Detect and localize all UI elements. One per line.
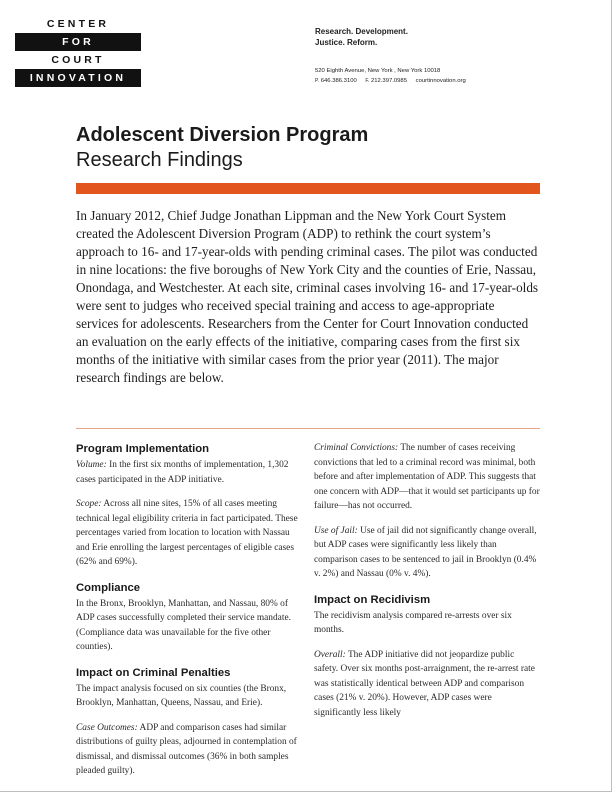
use-of-jail-paragraph (314, 524, 540, 582)
overall-paragraph (314, 648, 540, 721)
section-divider (76, 428, 540, 429)
volume-text: In the first six months of implementation, 1,302 cases participated in the ADP initiative. (76, 460, 289, 485)
case-outcomes-text: ADP and comparison cases had similar distributions of guilty pleas, adjourned in contemplation of dismissal, and dismissal outcomes (36% in both samples pleaded guilty). (76, 722, 297, 776)
heading-criminal-penalties: Impact on Criminal Penalties (76, 666, 231, 679)
criminal-convictions-text: The number of cases receiving convictions that led to a criminal record was minimal, both before and after implementation of ADP. This suggests that one concern with ADP—that it would set participants up for failure—has not occurred. (314, 443, 540, 511)
accent-bar (76, 183, 540, 194)
intro-paragraph: In January 2012, Chief Judge Jonathan Lippman and the New York Court System created the Adolescent Diversion Program (ADP) to rethink the court system’s approach to 16- and 17-year-olds with pending criminal cases. The pilot was conducted in nine locations: the five boroughs of New York City and the counties of Erie, Nassau, Onondaga, and Westchester. At each site, criminal cases involving 16- and 17-year-olds were sent to judges who received special training and access to age-appropriate services for adolescents. Researchers from the Center for Court Innovation conducted an evaluation on the early effects of the initiative, comparing cases from the first six months of the initiative with similar cases from the prior year (2011). The major research findings are below. (76, 208, 539, 385)
overall-text: The ADP initiative did not jeopardize public safety. Over six months post-arraignment, the re-arrest rate was statistically identical between ADP and comparison cases (21% v. 20%). However, ADP cases were significantly less likely (314, 649, 535, 718)
contact-line (315, 77, 466, 86)
document-title (76, 123, 368, 173)
criminal-convictions-label: Criminal Convictions: (314, 443, 399, 453)
case-outcomes-paragraph (76, 721, 302, 779)
logo-line-center: CENTER (15, 15, 141, 33)
criminal-convictions-paragraph (314, 441, 540, 514)
compliance-text: In the Bronx, Brooklyn, Manhattan, and Nassau, 80% of ADP cases successfully completed their service mandate. (Compliance data was unavailable for the five other counties). (76, 598, 291, 652)
fax-label: F. (365, 78, 370, 84)
tagline: Research. Development. Justice. Reform. (315, 27, 408, 47)
phone-label: P. (315, 78, 320, 84)
fax-number: 212.397.0985 (370, 78, 407, 84)
heading-compliance: Compliance (76, 581, 141, 594)
scope-paragraph (76, 497, 302, 570)
letterhead-info (315, 26, 466, 86)
case-outcomes-label: Case Outcomes: (76, 722, 138, 733)
page-subtitle: Research Findings (76, 149, 243, 171)
page-title: Adolescent Diversion Program (76, 124, 369, 146)
volume-label: Volume: (76, 460, 107, 470)
phone-number: 646.386.3100 (320, 78, 357, 84)
logo-line-for: FOR (15, 33, 141, 51)
overall-label: Overall: (314, 649, 346, 660)
criminal-penalties-text: The impact analysis focused on six counties (the Bronx, Brooklyn, Manhattan, Queens, Nassau, and Erie). (76, 683, 287, 708)
use-of-jail-text: Use of jail did not significantly change overall, but ADP cases were significantly less likely than comparison cases to be sentenced to jail in Brooklyn (0.4% v. 2%) and Nassau (0% v. 4%). (314, 525, 537, 579)
heading-recidivism: Impact on Recidivism (314, 593, 431, 606)
website-link[interactable]: courtinnovation.org (415, 78, 466, 84)
scope-label: Scope: (76, 499, 102, 509)
left-column (76, 441, 302, 779)
logo-line-court: COURT (15, 51, 141, 69)
right-column (314, 441, 540, 720)
scope-text: Across all nine sites, 15% of all cases meeting technical legal eligibility criteria in fact participated. These percentages varied from location to location with Nassau and Erie enrolling the largest percentages of eligible cases (62% and 69%). (76, 499, 298, 567)
logo-line-innovation: INNOVATION (15, 69, 141, 87)
center-for-court-innovation-logo (15, 15, 141, 87)
address: 520 Eighth Avenue, New York , New York 10018 (315, 68, 441, 74)
use-of-jail-label: Use of Jail: (314, 525, 358, 536)
heading-program-implementation: Program Implementation (76, 443, 210, 455)
volume-paragraph (76, 458, 302, 487)
recidivism-text: The recidivism analysis compared re-arrests over six months. (314, 610, 512, 635)
